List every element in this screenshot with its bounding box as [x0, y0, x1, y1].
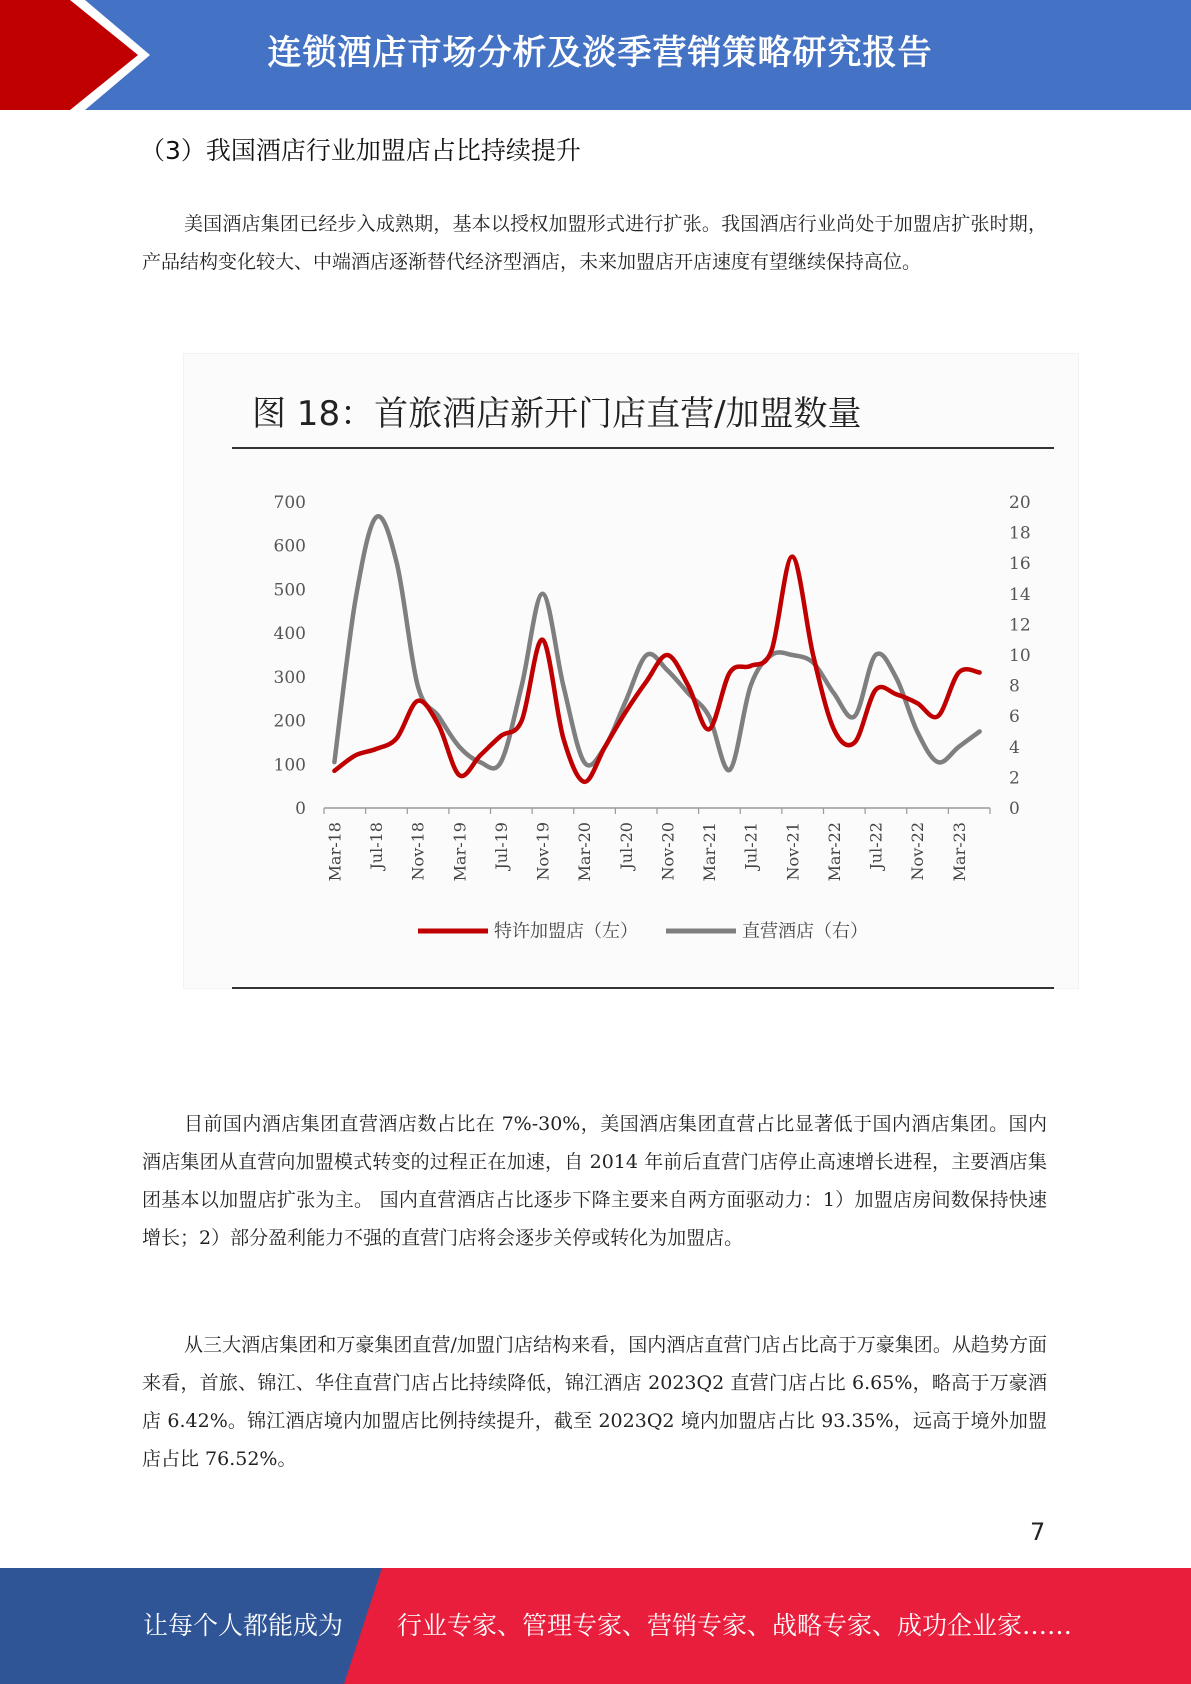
y-right-tick-label: 18: [1009, 523, 1031, 544]
page-number: 7: [1030, 1518, 1046, 1546]
x-tick-label: Mar-21: [700, 822, 720, 882]
series-line-direct: [334, 516, 979, 770]
x-tick-label: Nov-22: [908, 822, 928, 881]
x-tick-label: Jul-18: [367, 822, 387, 870]
x-tick-label: Jul-20: [616, 822, 636, 870]
paragraph-group-structure: 从三大酒店集团和万豪集团直营/加盟门店结构来看，国内酒店直营门店占比高于万豪集团。从趋势方面来看，首旅、锦江、华住直营门店占比持续降低，锦江酒店 2023Q2 直营门店占比 6.65%，略高于万豪酒店 6.42%。锦江酒店境内加盟店比例持续提升，截至 2023Q2 境内加盟店占比 93.35%，远高于境外加盟店占比 76.52%。: [142, 1334, 1047, 1470]
x-tick-label: Mar-19: [450, 822, 470, 882]
x-tick-label: Mar-20: [575, 822, 595, 882]
y-left-tick-label: 700: [273, 493, 306, 513]
report-title: 连锁酒店市场分析及淡季营销策略研究报告: [267, 33, 933, 73]
x-tick-label: Mar-23: [949, 822, 969, 882]
series-line-franchise: [334, 557, 979, 782]
paragraph-intro: 美国酒店集团已经步入成熟期，基本以授权加盟形式进行扩张。我国酒店行业尚处于加盟店扩张时期，产品结构变化较大、中端酒店逐渐替代经济型酒店，未来加盟店开店速度有望继续保持高位。: [142, 213, 1047, 273]
y-left-tick-label: 200: [273, 711, 306, 732]
y-right-tick-label: 12: [1009, 615, 1031, 636]
x-tick-label: Mar-18: [325, 822, 345, 882]
y-left-tick-label: 600: [273, 536, 306, 557]
legend-label: 特许加盟店（左）: [494, 921, 638, 942]
legend-label: 直营酒店（右）: [742, 921, 868, 942]
y-right-tick-label: 0: [1009, 799, 1020, 819]
header-chevron-decoration: [0, 0, 160, 110]
y-right-tick-label: 16: [1009, 554, 1031, 575]
y-left-tick-label: 100: [273, 755, 306, 776]
y-right-tick-label: 10: [1009, 646, 1031, 666]
y-left-tick-label: 300: [273, 667, 306, 688]
x-tick-label: Mar-22: [824, 822, 844, 882]
x-tick-label: Nov-18: [408, 822, 428, 881]
page-header: [0, 0, 1191, 110]
page-footer: [0, 1568, 1191, 1684]
y-left-tick-label: 400: [273, 624, 306, 645]
line-chart: [184, 354, 1080, 990]
y-left-tick-label: 500: [273, 580, 306, 601]
x-tick-label: Nov-21: [783, 822, 803, 881]
x-tick-label: Jul-22: [866, 822, 886, 870]
footer-slogan-left: 让每个人都能成为: [143, 1611, 344, 1640]
chart-bottom-rule: [232, 987, 1054, 989]
x-tick-label: Jul-19: [491, 822, 511, 870]
y-right-tick-label: 20: [1009, 493, 1031, 513]
x-tick-label: Nov-20: [658, 822, 678, 881]
paragraph-direct-ratio: 目前国内酒店集团直营酒店数占比在 7%-30%，美国酒店集团直营占比显著低于国内酒店集团。国内酒店集团从直营向加盟模式转变的过程正在加速，自 2014 年前后直营门店停止高速增长进程，主要酒店集团基本以加盟店扩张为主。 国内直营酒店占比逐步下降主要来自两方面驱动力：1）加盟店房间数保持快速增长；2）部分盈利能力不强的直营门店将会逐步关停或转化为加盟店。: [142, 1113, 1047, 1249]
y-right-tick-label: 2: [1009, 768, 1020, 789]
chart-figure: [183, 353, 1079, 989]
section-heading: （3）我国酒店行业加盟店占比持续提升: [140, 136, 581, 165]
y-right-tick-label: 8: [1009, 676, 1020, 697]
x-tick-label: Jul-21: [741, 822, 761, 870]
y-right-tick-label: 6: [1009, 707, 1020, 728]
y-right-tick-label: 4: [1009, 737, 1020, 758]
y-right-tick-label: 14: [1009, 584, 1031, 605]
chart-title: 图 18：首旅酒店新开门店直营/加盟数量: [252, 394, 862, 434]
footer-slogan-right: 行业专家、管理专家、营销专家、战略专家、成功企业家……: [397, 1611, 1073, 1640]
y-left-tick-label: 0: [295, 799, 306, 819]
x-tick-label: Nov-19: [533, 822, 553, 881]
